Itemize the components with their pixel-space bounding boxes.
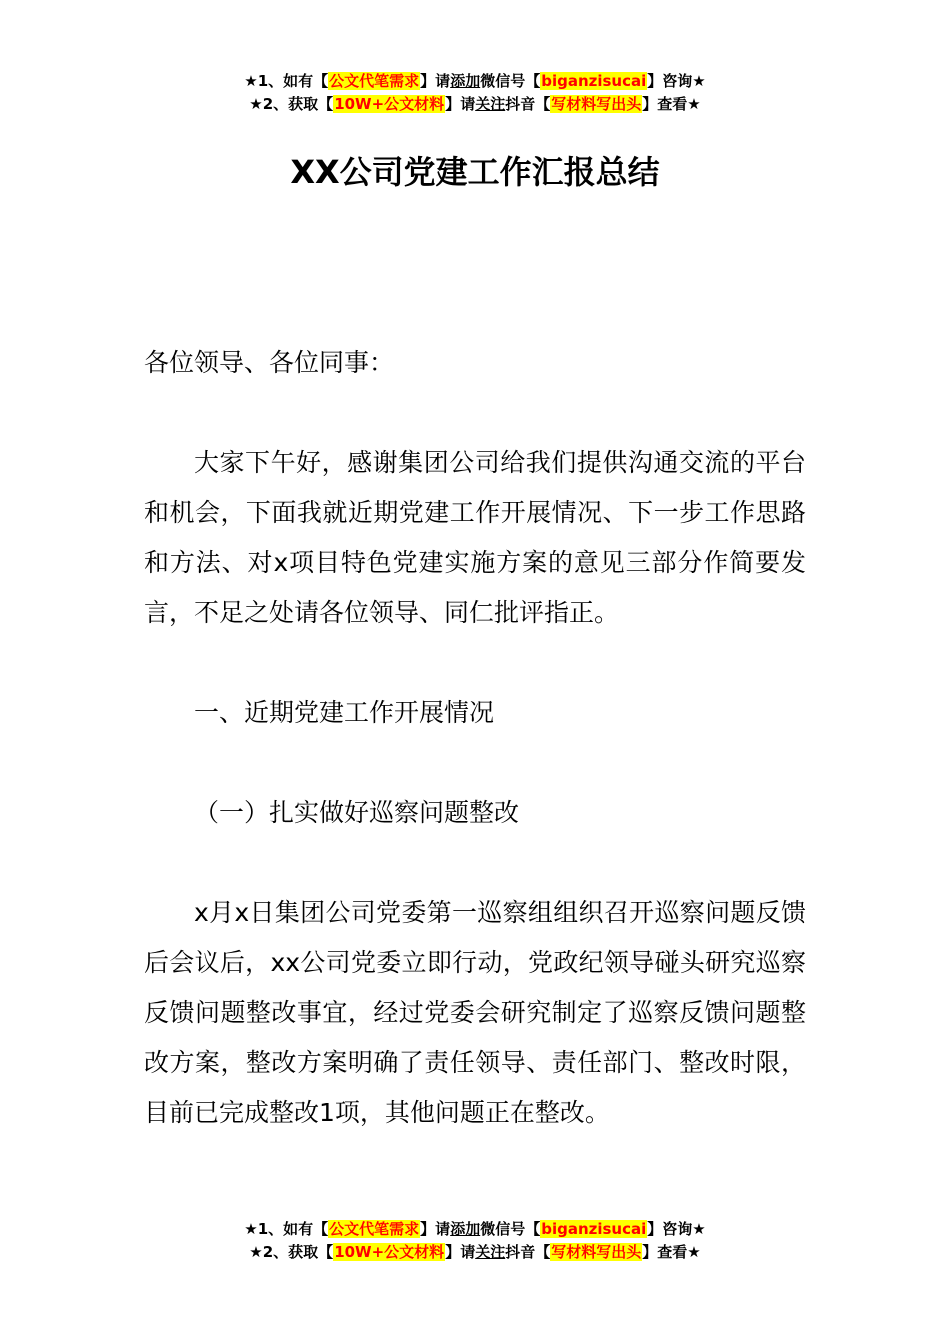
banner-highlight-douyin: 写材料写出头 [551, 95, 642, 113]
section-heading: 一、近期党建工作开展情况 [194, 698, 495, 727]
document-title: XX公司党建工作汇报总结 [290, 153, 660, 191]
salutation: 各位领导、各位同事： [144, 348, 395, 377]
paragraph-rectification: x月x日集团公司党委第一巡察组组织召开巡察问题反馈后会议后，xx公司党委立即行动，党政纪领导碰头研究巡察反馈问题整改事宜，经过党委会研究制定了巡察反馈问题整改方案，整改方案明确了责任领导、责任部门、整改时限，目前已完成整改1项，其他问题正在整改。 [144, 898, 806, 1127]
banner-highlight-service: 公文代笔需求 [329, 1220, 420, 1238]
footer-banner [0, 1218, 950, 1264]
banner-line-1: ★1、如有【公文代笔需求】请添加微信号【biganzisucai】咨询★ [244, 72, 706, 90]
subsection-heading: （一）扎实做好巡察问题整改 [194, 798, 520, 827]
banner-highlight-service: 公文代笔需求 [329, 72, 420, 90]
banner-line-1: ★1、如有【公文代笔需求】请添加微信号【biganzisucai】咨询★ [244, 1220, 706, 1238]
banner-highlight-materials: 10W+公文材料 [334, 1243, 445, 1261]
header-banner [0, 70, 950, 116]
banner-highlight-materials: 10W+公文材料 [334, 95, 445, 113]
banner-highlight-wechat: biganzisucai [541, 72, 647, 90]
document-body [144, 338, 806, 1138]
banner-line-2: ★2、获取【10W+公文材料】请关注抖音【写材料写出头】查看★ [249, 95, 701, 113]
banner-line-2: ★2、获取【10W+公文材料】请关注抖音【写材料写出头】查看★ [249, 1243, 701, 1261]
banner-highlight-douyin: 写材料写出头 [551, 1243, 642, 1261]
paragraph-intro: 大家下午好，感谢集团公司给我们提供沟通交流的平台和机会，下面我就近期党建工作开展情况、下一步工作思路和方法、对x项目特色党建实施方案的意见三部分作简要发言，不足之处请各位领导、同仁批评指正。 [144, 448, 806, 627]
banner-highlight-wechat: biganzisucai [541, 1220, 647, 1238]
